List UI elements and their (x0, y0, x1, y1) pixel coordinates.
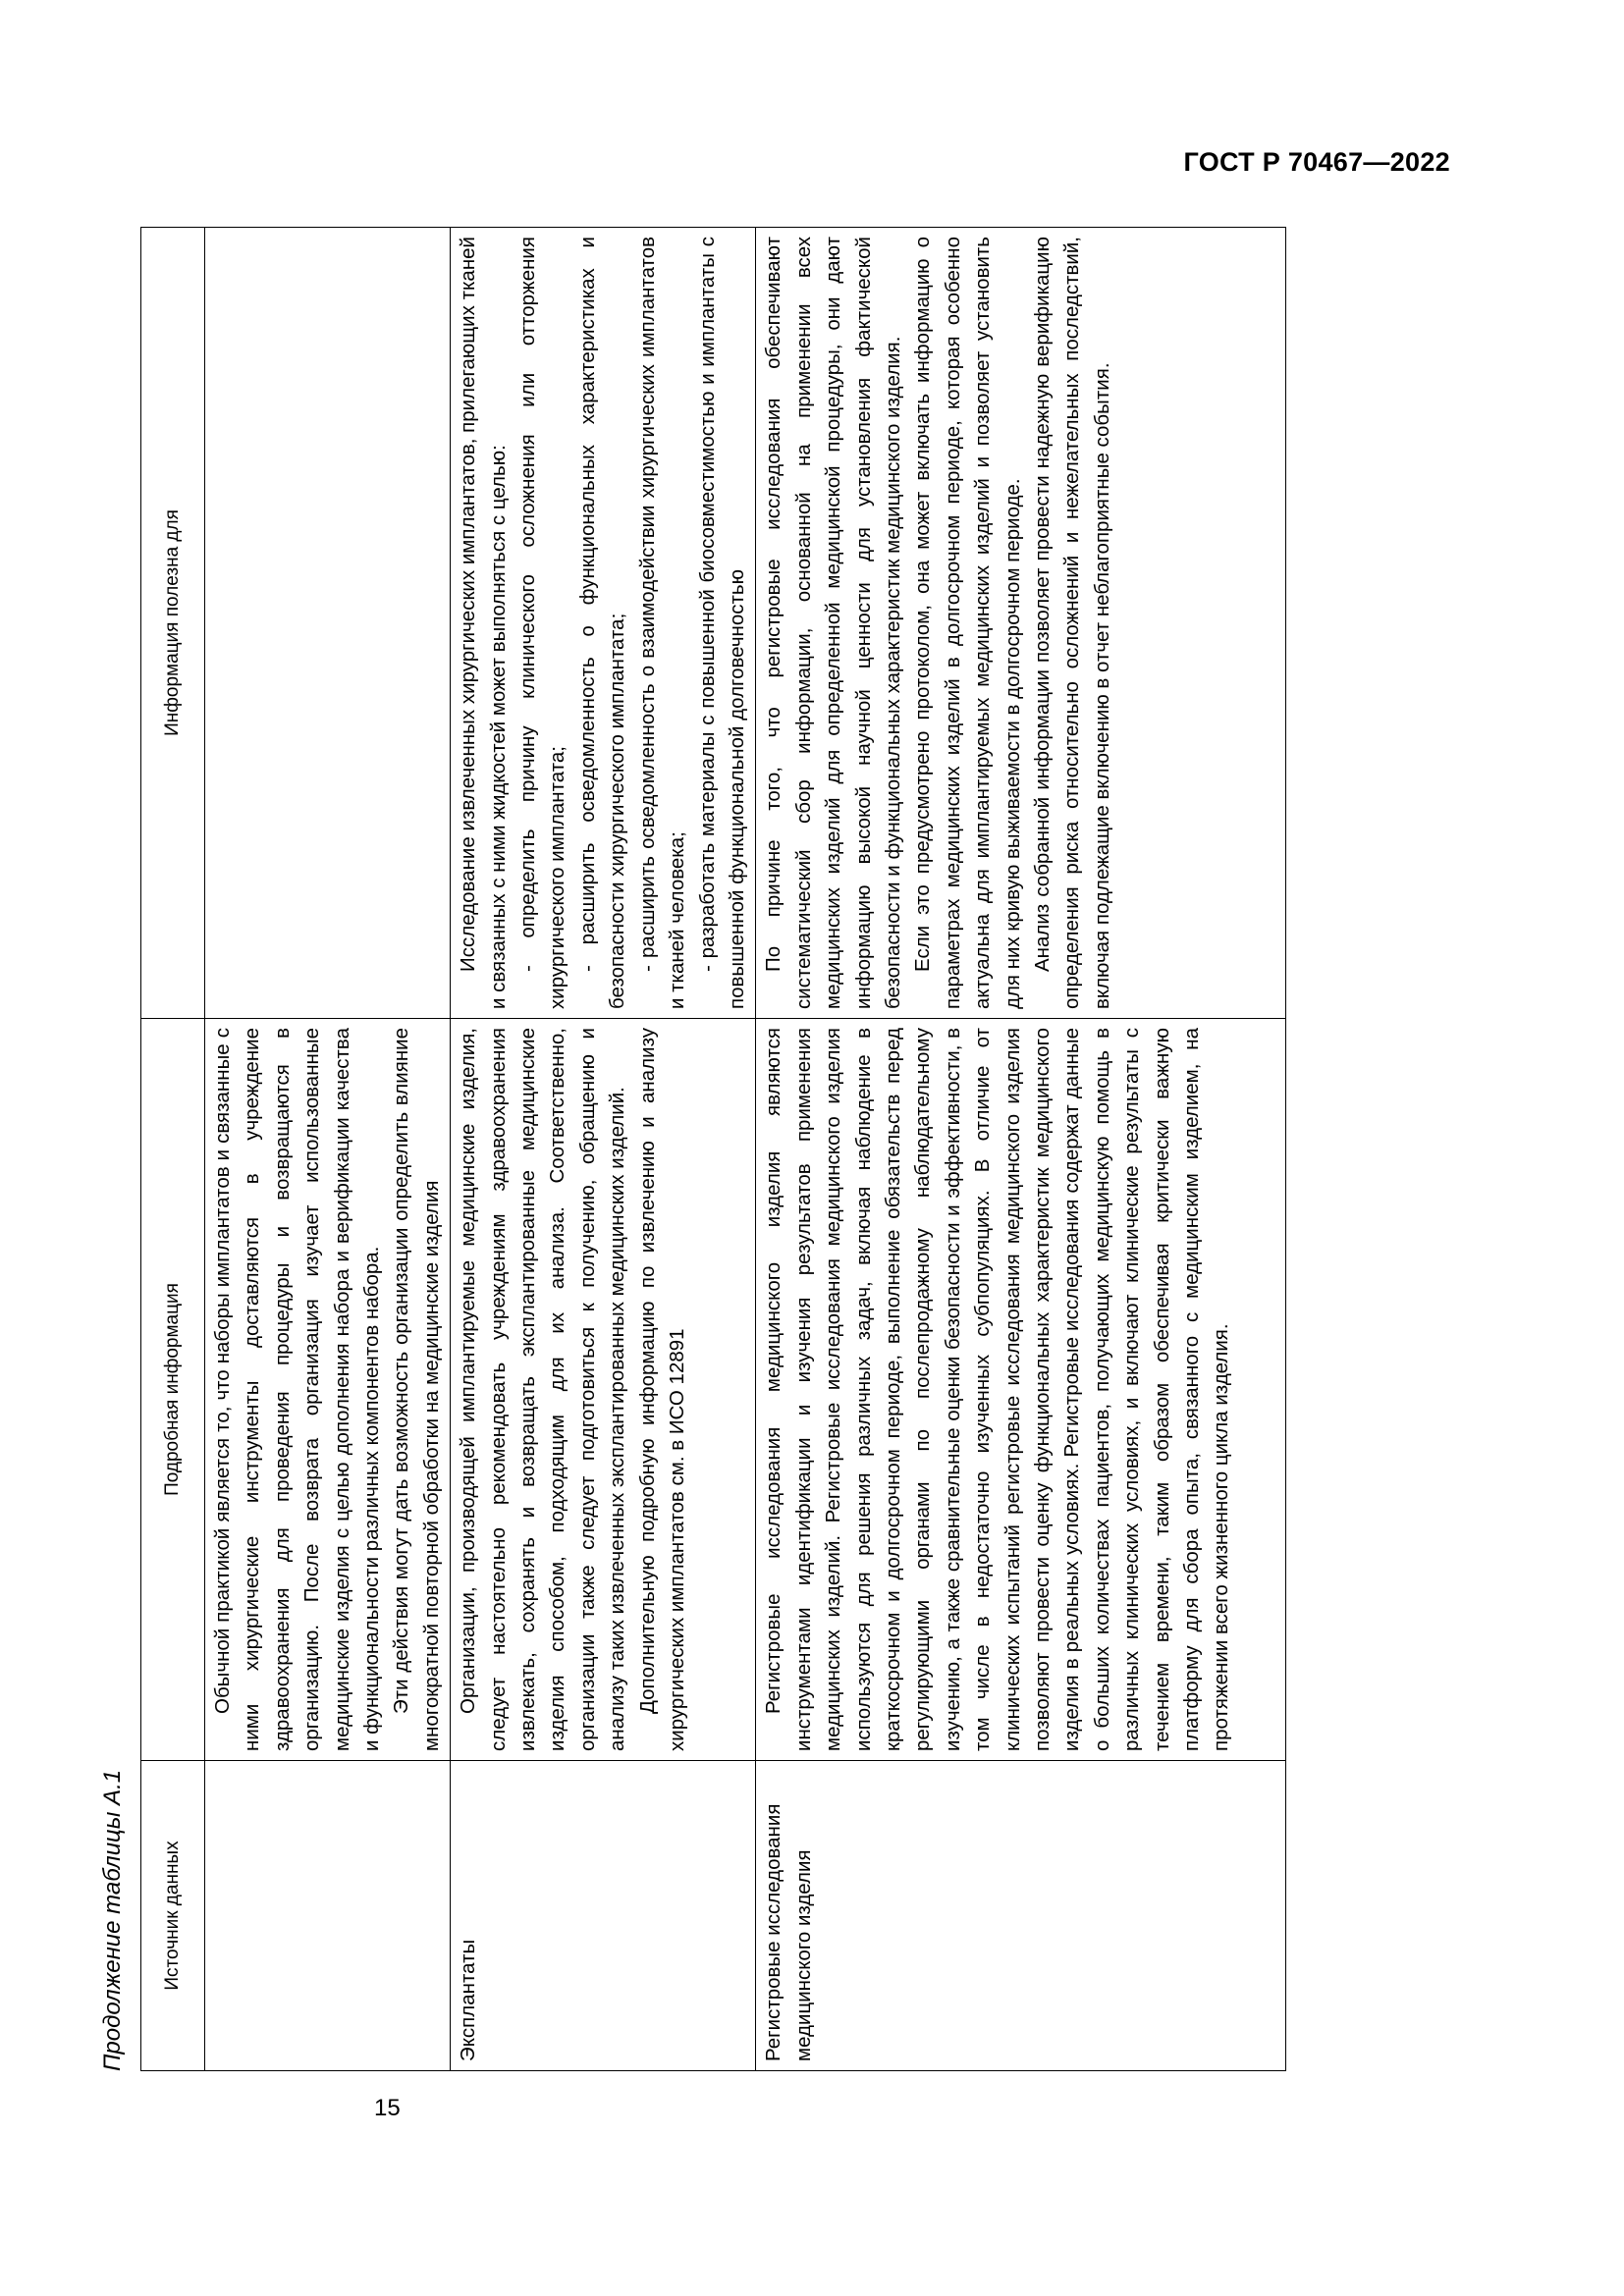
column-header-detail: Подробная информация (141, 1019, 205, 1761)
useful-paragraph: - расширить осведомленность о функциональных характеристиках и безопасности хирургического имплантата; (575, 237, 629, 1009)
page-number: 15 (374, 2095, 401, 2121)
useful-cell (205, 228, 451, 1019)
table-row (451, 228, 756, 2071)
column-header-source: Источник данных (141, 1761, 205, 2071)
useful-paragraph: Анализ собранной информации позволяет провести надежную верификацию определения риска относительно осложнений и нежелательных последствий, включая подлежащие включению в отчет неблагоприятные события. (1030, 237, 1113, 1009)
table-row (756, 228, 1286, 2071)
useful-paragraph: По причине того, что регистровые исследования обеспечивают систематический сбор информации, основанной на применении всех медицинских изделий для определенной медицинской процедуры, они дают информацию высокой научной ценности для установления фактической безопасности и функциональных характеристик медицинского изделия. (762, 237, 904, 1009)
detail-paragraph: Организации, производящей имплантируемые медицинские изделия, следует настоятельно рекомендовать учреждениям здравоохранения извлекать, сохранять и возвращать эксплантированные медицинские изделия способом, подходящим для их анализа. Соответственно, организации также следует подготовиться к получению, обращению и анализу таких извлеченных эксплантированных медицинских изделий. (457, 1028, 629, 1751)
useful-paragraph: - расширить осведомленность о взаимодействии хирургических имплантатов и тканей человека; (635, 237, 689, 1009)
useful-cell (756, 228, 1286, 1019)
detail-cell (451, 1019, 756, 1761)
column-header-useful: Информация полезна для (141, 228, 205, 1019)
table-header-row (141, 228, 205, 2071)
source-cell: Регистровые исследования медицинского изделия (756, 1761, 1286, 2071)
useful-paragraph: Исследование извлеченных хирургических имплантатов, прилегающих тканей и связанных с ними жидкостей может выполняться с целью: (457, 237, 510, 1009)
detail-paragraph: Обычной практикой является то, что наборы имплантатов и связанные с ними хирургические инструменты доставляются в учреждение здравоохранения для проведения процедуры и возвращаются в организацию. После возврата организация изучает использованные медицинские изделия с целью дополнения набора и верификации качества и функциональности различных компонентов набора. (211, 1028, 384, 1751)
useful-paragraph: - определить причину клинического осложнения или отторжения хирургического имплантата; (516, 237, 569, 1009)
data-table (140, 227, 1286, 2071)
useful-paragraph: Если это предусмотрено протоколом, она может включать информацию о параметрах медицинских изделий в долгосрочном периоде, которая особенно актуальна для имплантируемых медицинских изделий и позволяет установить для них кривую выживаемости в долгосрочном периоде. (911, 237, 1024, 1009)
detail-paragraph: Регистровые исследования медицинского изделия являются инструментами идентификации и изучения результатов применения медицинских изделий. Регистровые исследования медицинского изделия используются для решения различных задач, включая наблюдение в краткосрочном и долгосрочном периоде, выполнение обязательств перед регулирующими органами по послепродажному наблюдательному изучению, а также сравнительные оценки безопасности и эффективности, в том числе в недостаточно изученных субпопуляциях. В отличие от клинических испытаний регистровые исследования медицинского изделия позволяют провести оценку функциональных характеристик медицинского изделия в реальных условиях. Регистровые исследования содержат данные о больших количествах пациентов, получающих медицинскую помощь в различных клинических условиях, и включают клинические результаты с течением времени, таким образом обеспечивая критически важную платформу для сбора опыта, связанного с медицинским изделием, на протяжении всего жизненного цикла изделия. (762, 1028, 1233, 1751)
source-cell (205, 1761, 451, 2071)
detail-paragraph: Дополнительную подробную информацию по извлечению и анализу хирургических имплантатов см. в ИСО 12891 (635, 1028, 689, 1751)
detail-cell (205, 1019, 451, 1761)
detail-paragraph: Эти действия могут дать возможность организации определить влияние многократной повторной обработки на медицинские изделия (390, 1028, 443, 1751)
detail-cell (756, 1019, 1286, 1761)
rotated-table-area (85, 228, 1381, 2071)
source-cell: Эксплантаты (451, 1761, 756, 2071)
table-row (205, 228, 451, 2071)
table-caption: Продолжение таблицы А.1 (99, 1769, 126, 2071)
useful-paragraph: - разработать материалы с повышенной биосовместимостью и имплантаты с повышенной функциональной долговечностью (695, 237, 748, 1009)
useful-cell (451, 228, 756, 1019)
document-id: ГОСТ Р 70467—2022 (1183, 147, 1450, 177)
